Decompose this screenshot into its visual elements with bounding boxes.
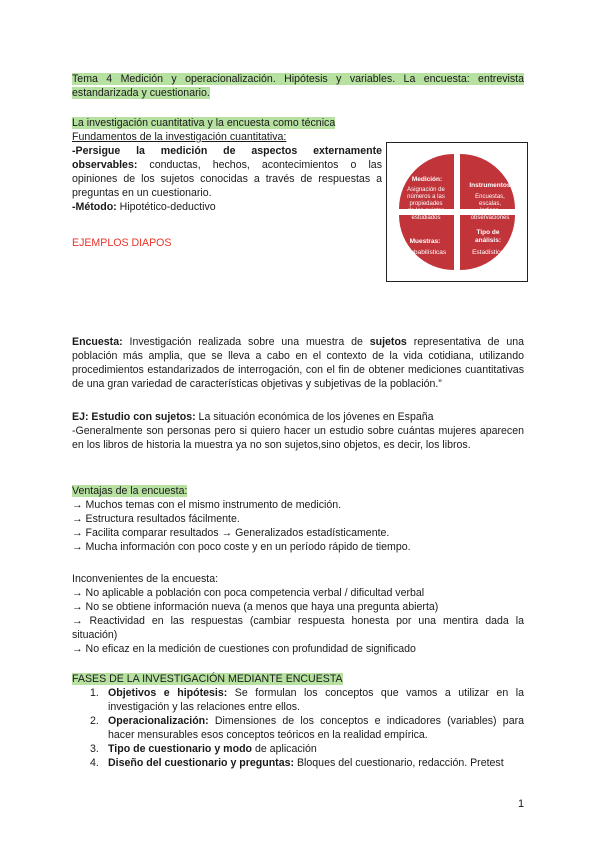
list-item [72, 686, 524, 714]
section-quantitative [72, 116, 382, 250]
list-item: → Facilita comparar resultados → Generalizados estadísticamente. [72, 527, 390, 539]
list-number: 2. [90, 715, 99, 727]
bold-lead: Operacionalización: [108, 715, 209, 727]
title-text: Tema 4 Medición y operacionalización. Hipótesis y variables. La encuesta: entrevista estandarizada y cuestionario. [72, 73, 524, 99]
list-item: → No se obtiene información nueva (a menos que haya una pregunta abierta) [72, 601, 439, 613]
paragraph-text: representativa de una población más amplia, que se lleva a cabo en el contexto de la vida cotidiana, utilizando procedimientos estandarizados de interrogación, con el fin de obtener mediciones cuantitativas de una gran variedad de características objetivas y subjetivas de la población.” [72, 336, 525, 390]
q2-line1: Encuestas, [475, 194, 505, 200]
q3-line1: Probabilísticas [403, 249, 447, 256]
paragraph-text: Se formulan los conceptos que vamos a utilizar en la investigación y las relaciones entre ellos. [108, 687, 524, 713]
fases-heading: FASES DE LA INVESTIGACIÓN MEDIANTE ENCUESTA [72, 673, 343, 685]
list-item: → Mucha información con poco coste y en un período rápido de tiempo. [72, 541, 411, 553]
paragraph-text: Bloques del cuestionario, redacción. Pretest [294, 757, 504, 769]
paragraph-metodo [72, 200, 382, 214]
list-item: → Muchos temas con el mismo instrumento de medición. [72, 499, 342, 511]
bold-lead: Objetivos e hipótesis: [108, 687, 228, 699]
bold-lead: Tipo de cuestionario y modo [108, 743, 253, 755]
q3-title: Muestras: [409, 238, 441, 245]
ventajas-section [72, 484, 524, 554]
diagram-graphic [387, 143, 527, 281]
bold-lead: -Método: [72, 201, 117, 213]
list-number: 4. [90, 757, 99, 769]
paragraph-text: conductas, hechos, acontecimientos o las opiniones de los sujetos conocidas a través de respuestas a preguntas en un cuestionario. [72, 159, 382, 199]
q2-line4: observaciones [470, 215, 510, 221]
bold-lead: EJ: Estudio con sujetos: [72, 411, 196, 423]
bold-lead: -Persigue la medición de aspectos externamente observables: [72, 145, 382, 171]
q1-title: Medición: [411, 176, 443, 183]
q1-line1: Asignación de [407, 187, 445, 193]
page-number: 1 [518, 798, 525, 810]
ejemplos-note: EJEMPLOS DIAPOS [72, 237, 172, 249]
ventajas-heading: Ventajas de la encuesta: [72, 485, 188, 497]
ejemplo-block [72, 410, 524, 452]
quadrant-diagram [386, 142, 528, 282]
list-item: → No aplicable a población con poca competencia verbal / dificultad verbal [72, 587, 425, 599]
q1-line4: de los sujetos [407, 208, 445, 214]
document-title [72, 72, 524, 100]
paragraph-text: La situación económica de los jóvenes en España [195, 411, 434, 423]
list-item [72, 756, 524, 770]
list-item [72, 714, 524, 742]
q2-line3: índices, [479, 208, 501, 214]
section-heading: La investigación cuantitativa y la encuesta como técnica [72, 117, 336, 129]
section-subheading: Fundamentos de la investigación cuantitativa: [72, 131, 287, 143]
ejemplo-line [72, 410, 524, 424]
q4-line1: Estadístico [472, 249, 504, 256]
q2-line2: escalas, [478, 201, 502, 207]
paragraph-text: de aplicación [252, 743, 317, 755]
inconvenientes-heading: Inconvenientes de la encuesta: [72, 573, 219, 585]
list-item: → No eficaz en la medición de cuestiones con profundidad de significado [72, 643, 416, 655]
paragraph-text: Hipotético-deductivo [116, 201, 216, 213]
fases-list [72, 686, 524, 770]
q4-title1: Tipo de [476, 229, 500, 236]
bold-word: sujetos [369, 336, 407, 348]
fases-section [72, 672, 524, 770]
inconvenientes-section [72, 572, 524, 656]
list-item: → Reactividad en las respuestas (cambiar respuesta honesta por una mentira dada la situación) [72, 615, 524, 641]
q1-line2: números a las [407, 194, 445, 200]
q1-line5: estudiados [411, 215, 441, 221]
bold-lead: Diseño del cuestionario y preguntas: [108, 757, 295, 769]
list-number: 1. [90, 687, 99, 699]
paragraph-text: Dimensiones de los conceptos e indicadores (variables) para hacer mensurables esos conceptos teóricos en la realidad empírica. [108, 715, 524, 741]
list-number: 3. [90, 743, 99, 755]
list-item: → Estructura resultados fácilmente. [72, 513, 240, 525]
bold-lead: Encuesta: [72, 336, 123, 348]
list-item [72, 742, 524, 756]
paragraph-text: Investigación realizada sobre una muestra de [122, 336, 370, 348]
q2-title: Instrumentos: [469, 182, 513, 189]
q4-title2: análisis: [474, 237, 502, 244]
q1-line3: propiedades [409, 201, 443, 207]
encuesta-definition [72, 335, 524, 391]
paragraph-medicion [72, 144, 382, 200]
ejemplo-paragraph: -Generalmente son personas pero si quiero hacer un estudio sobre cuántas mujeres aparecen en los libros de historia la muestra ya no son sujetos,sino objetos, es decir, los libros. [72, 425, 524, 451]
